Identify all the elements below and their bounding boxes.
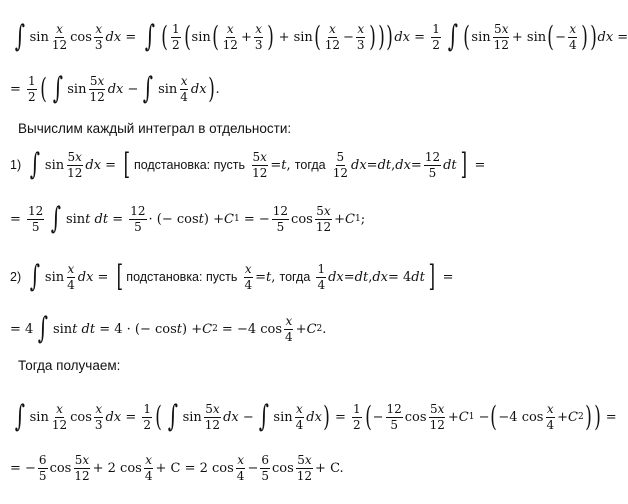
equation-line-2: = $\frac{1}{2}$ ( ∫ sin $\frac{5x}{12}$ dx − ∫ sin $\frac{x}{4}$ dx ) .: [10, 71, 220, 106]
substitution-text-1: подстановка: пусть: [133, 158, 245, 172]
item-2-label: 2): [10, 270, 22, 284]
item-1-label: 1): [10, 158, 22, 172]
final-line-2: = − $\frac{6}{5}$ cos $\frac{5x}{12}$ + 2 cos $\frac{x}{4}$ + C = 2 cos $\frac{x}{4}$ − $\frac{6}{5}$ cos $\frac{5x}{12}$ + C.: [10, 453, 344, 483]
item-2-line-1: 2) ∫ sin $\frac{x}{4}$ dx = [ подстановка: пусть $\frac{x}{4}$ = t , тогда $\frac{1}{4}$ dx = dt , dx = 4 dt ] =: [10, 259, 454, 294]
equation-line-1: ∫ sin $\frac{x}{12}$ cos $\frac{x}{3}$ dx = ∫ ( $\frac{1}{2}$ ( sin ( $\frac{x}{12}$ + $\frac{x}{3}$ ) + sin ( $\frac{x}{12}$ − $\frac{x}{3}$ ) ) ) dx = $\frac{1}{2}$ ∫ ( sin $\frac{5x}{12}$ + sin ( − $\frac{x}{4}$ ) ) dx =: [14, 19, 628, 54]
item-1-line-1: 1) ∫ sin $\frac{5x}{12}$ dx = [ подстановка: пусть $\frac{5x}{12}$ = t , тогда $\frac{5}{12}$ dx = dt , dx = $\frac{12}{5}$ dt ] =: [10, 147, 486, 182]
heading-then: Тогда получаем:: [18, 358, 121, 373]
integral-sign: ∫: [14, 19, 25, 54]
item-2-line-2: = 4 ∫ sin t dt = 4 · (− cos t ) + C 2 = −4 cos $\frac{x}{4}$ + C 2 .: [10, 311, 327, 346]
final-line-1: ∫ sin $\frac{x}{12}$ cos $\frac{x}{3}$ dx = $\frac{1}{2}$ ( ∫ sin $\frac{5x}{12}$ dx − ∫ sin $\frac{x}{4}$ dx ) = $\frac{1}{2}$ ( − $\frac{12}{5}$ cos $\frac{5x}{12}$ + C 1 − ( −4 cos $\frac{x}{4}$ + C 2 ) ) =: [14, 399, 617, 434]
substitution-text-2: подстановка: пусть: [126, 270, 238, 284]
then-text-2: тогда: [279, 270, 311, 284]
heading-separately: Вычислим каждый интеграл в отдельности:: [18, 121, 292, 136]
item-1-line-2: = $\frac{12}{5}$ ∫ sin t dt = $\frac{12}{5}$ · (− cos t ) + C 1 = − $\frac{12}{5}$ cos $\frac{5x}{12}$ + C 1 ;: [10, 201, 366, 236]
then-text-1: тогда: [294, 158, 326, 172]
